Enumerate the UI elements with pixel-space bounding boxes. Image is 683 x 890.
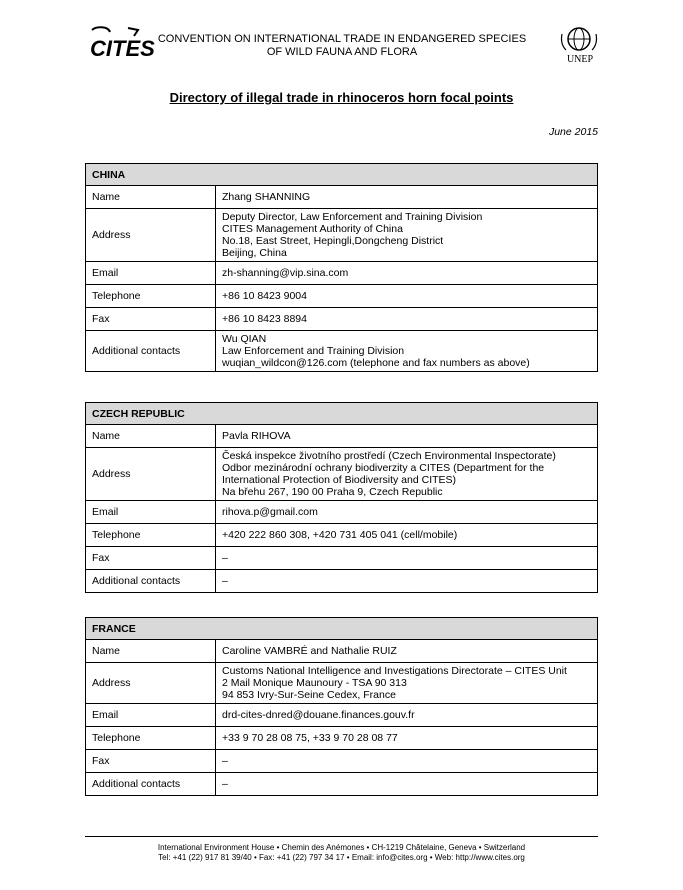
- telephone-label: Telephone: [86, 285, 216, 308]
- country-table-czech-republic: [85, 402, 598, 593]
- email-value[interactable]: zh-shanning@vip.sina.com: [216, 262, 598, 285]
- email-value[interactable]: drd-cites-dnred@douane.finances.gouv.fr: [216, 704, 598, 727]
- address-label: Address: [86, 448, 216, 501]
- additional-line: wuqian_wildcon@126.com (telephone and fax numbers as above): [222, 357, 530, 369]
- additional-contacts-label: Additional contacts: [86, 331, 216, 372]
- table-row: [86, 209, 598, 262]
- convention-title: [150, 33, 534, 59]
- fax-label: Fax: [86, 547, 216, 570]
- address-line: Česká inspekce životního prostředí (Czech Environmental Inspectorate): [222, 450, 556, 462]
- table-row: [86, 704, 598, 727]
- additional-contacts-label: Additional contacts: [86, 773, 216, 796]
- table-row: [86, 262, 598, 285]
- address-line: Na břehu 267, 190 00 Praha 9, Czech Republic: [222, 486, 443, 498]
- address-line: Odbor mezinárodní ochrany biodiverzity a CITES (Department for the: [222, 462, 545, 474]
- convention-title-line1: CONVENTION ON INTERNATIONAL TRADE IN ENDANGERED SPECIES: [157, 33, 527, 45]
- address-value: [216, 209, 598, 262]
- additional-contacts-value: –: [216, 773, 598, 796]
- email-label: Email: [86, 704, 216, 727]
- footer-contact: Tel: +41 (22) 917 81 39/40 • Fax: +41 (22) 797 34 17 • Email: info@cites.org • Web: http://www.cites.org: [158, 853, 525, 862]
- address-label: Address: [86, 209, 216, 262]
- name-label: Name: [86, 425, 216, 448]
- fax-label: Fax: [86, 308, 216, 331]
- address-label: Address: [86, 663, 216, 704]
- telephone-value: +33 9 70 28 08 75, +33 9 70 28 08 77: [216, 727, 598, 750]
- table-row: [86, 425, 598, 448]
- additional-contacts-value: –: [216, 570, 598, 593]
- table-row: [86, 186, 598, 209]
- address-value: [216, 663, 598, 704]
- page-header: [0, 0, 683, 80]
- name-value: Pavla RIHOVA: [216, 425, 598, 448]
- email-label: Email: [86, 501, 216, 524]
- additional-line: Law Enforcement and Training Division: [222, 345, 405, 357]
- telephone-value: +420 222 860 308, +420 731 405 041 (cell/mobile): [216, 524, 598, 547]
- email-label: Email: [86, 262, 216, 285]
- address-value: [216, 448, 598, 501]
- document-title: Directory of illegal trade in rhinoceros horn focal points: [169, 90, 514, 105]
- svg-text:CITES: CITES: [90, 36, 155, 61]
- address-line: CITES Management Authority of China: [222, 223, 403, 235]
- additional-contacts-label: Additional contacts: [86, 570, 216, 593]
- address-line: 2 Mail Monique Maunoury - TSA 90 313: [222, 677, 407, 689]
- country-heading: CZECH REPUBLIC: [86, 403, 598, 425]
- address-line: No.18, East Street, Hepingli,Dongcheng District: [222, 235, 444, 247]
- table-row: [86, 750, 598, 773]
- fax-value: +86 10 8423 8894: [216, 308, 598, 331]
- table-row: [86, 331, 598, 372]
- table-row: [86, 727, 598, 750]
- table-row: [86, 448, 598, 501]
- fax-value: –: [216, 547, 598, 570]
- table-row: [86, 524, 598, 547]
- telephone-label: Telephone: [86, 727, 216, 750]
- address-line: International Protection of Biodiversity and CITES): [222, 474, 457, 486]
- fax-label: Fax: [86, 750, 216, 773]
- table-row: [86, 640, 598, 663]
- convention-title-line2: OF WILD FAUNA AND FLORA: [266, 46, 418, 58]
- table-row: [86, 547, 598, 570]
- additional-line: Wu QIAN: [222, 333, 267, 345]
- name-value: Zhang SHANNING: [216, 186, 598, 209]
- country-table-china: [85, 163, 598, 372]
- page-footer: [0, 843, 683, 863]
- table-row: [86, 308, 598, 331]
- address-line: Deputy Director, Law Enforcement and Training Division: [222, 211, 483, 223]
- table-row: [86, 570, 598, 593]
- name-value: Caroline VAMBRÉ and Nathalie RUIZ: [216, 640, 598, 663]
- footer-divider: [85, 836, 598, 837]
- name-label: Name: [86, 640, 216, 663]
- table-row: [86, 501, 598, 524]
- table-row: [86, 773, 598, 796]
- country-heading: FRANCE: [86, 618, 598, 640]
- fax-value: –: [216, 750, 598, 773]
- email-value[interactable]: rihova.p@gmail.com: [216, 501, 598, 524]
- table-row: [86, 285, 598, 308]
- telephone-value: +86 10 8423 9004: [216, 285, 598, 308]
- country-table-france: [85, 617, 598, 796]
- unep-label: UNEP: [566, 54, 594, 65]
- table-row: [86, 663, 598, 704]
- name-label: Name: [86, 186, 216, 209]
- telephone-label: Telephone: [86, 524, 216, 547]
- address-line: Customs National Intelligence and Investigations Directorate – CITES Unit: [222, 665, 567, 677]
- cites-logo: [88, 26, 155, 62]
- address-line: 94 853 Ivry-Sur-Seine Cedex, France: [222, 689, 396, 701]
- document-date: June 2015: [548, 126, 598, 138]
- additional-contacts-value: [216, 331, 598, 372]
- footer-address: International Environment House • Chemin des Anémones • CH-1219 Châtelaine, Geneva • Switzerland: [157, 843, 526, 852]
- address-line: Beijing, China: [222, 247, 287, 259]
- country-heading: CHINA: [86, 164, 598, 186]
